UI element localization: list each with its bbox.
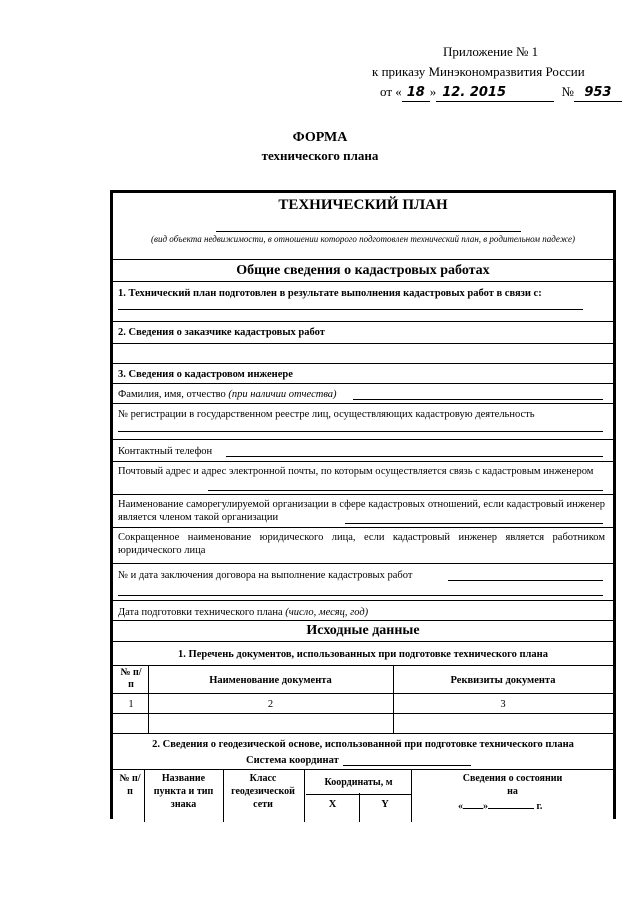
- general-item2-row: [113, 321, 613, 343]
- geo-col-state-2: на: [507, 786, 518, 797]
- address-row: [113, 461, 613, 494]
- fio-note: (при наличии отчества): [228, 389, 337, 400]
- general-item2-fill-row[interactable]: [113, 343, 613, 363]
- phone-label: Контактный телефон: [118, 446, 213, 457]
- fio-text: Фамилия, имя, отчество: [118, 389, 226, 400]
- state-month-blank[interactable]: [488, 808, 534, 809]
- general-heading-row: [113, 259, 613, 281]
- date-text: Дата подготовки технического плана: [118, 607, 283, 618]
- form-subtitle: технического плана: [261, 148, 379, 163]
- order-date-line: [380, 84, 622, 102]
- date-label: [118, 606, 368, 619]
- docs-col-name: Наименование документа: [209, 675, 332, 686]
- geo-col-name: Название пункта и тип знака: [153, 773, 214, 810]
- coord-system-line[interactable]: [343, 765, 471, 766]
- org-label: Сокращенное наименование юридического лица, если кадастровый инженер является работником юридического лица: [118, 532, 605, 556]
- plan-object-line[interactable]: [216, 231, 521, 232]
- fio-label: [118, 388, 337, 401]
- geo-col-state-3: [458, 800, 542, 813]
- order-month-year: 12. 2015: [436, 85, 554, 102]
- order-reference: к приказу Минэкономразвития России: [372, 64, 585, 79]
- order-day: 18: [402, 85, 430, 102]
- address-line[interactable]: [208, 490, 603, 491]
- geo-col-class: Класс геодезической сети: [231, 773, 295, 810]
- docs-index-row: [113, 693, 613, 713]
- state-day-blank[interactable]: [463, 808, 483, 809]
- plan-subtitle: (вид объекта недвижимости, в отношении которого подготовлен технический план, в родительном падеже): [151, 234, 575, 244]
- geo-divider-1: [144, 769, 145, 822]
- docs-divider-2: [393, 665, 394, 733]
- date-row: [113, 600, 613, 620]
- general-heading: Общие сведения о кадастровых работах: [236, 263, 490, 278]
- date-note: (число, месяц, год): [285, 607, 369, 618]
- geo-divider-3: [304, 769, 305, 822]
- general-item3-label: 3. Сведения о кадастровом инженере: [118, 369, 293, 380]
- geo-divider-2: [223, 769, 224, 822]
- sro-line[interactable]: [345, 523, 603, 524]
- general-item1-row: [113, 281, 613, 321]
- general-item1-label: 1. Технический план подготовлен в результате выполнения кадастровых работ в связи с:: [118, 288, 542, 299]
- date-prefix: от «: [380, 84, 402, 99]
- org-row: [113, 527, 613, 563]
- docs-title-row: [113, 641, 613, 665]
- docs-header-row: [113, 665, 613, 693]
- state-date-close: »: [483, 801, 488, 812]
- docs-index-3: 3: [500, 699, 506, 710]
- geo-title-row: [113, 733, 613, 769]
- sro-row: [113, 494, 613, 527]
- appendix-label: Приложение № 1: [443, 44, 539, 59]
- state-date-open: «: [458, 801, 463, 812]
- contract-row: [113, 563, 613, 600]
- technical-plan-form: [110, 190, 616, 819]
- geo-title: 2. Сведения о геодезической основе, использованной при подготовке технического плана: [152, 739, 574, 750]
- general-item2-label: 2. Сведения о заказчике кадастровых работ: [118, 327, 325, 338]
- reg-line[interactable]: [118, 431, 603, 432]
- sro-label: Наименование саморегулируемой организации в сфере кадастровых отношений, если кадастровый инженер является членом такой организации: [118, 499, 605, 523]
- docs-title: 1. Перечень документов, использованных при подготовке технического плана: [178, 649, 548, 660]
- fio-line[interactable]: [353, 399, 603, 400]
- fio-row: [113, 383, 613, 403]
- order-number: 953: [574, 85, 622, 102]
- docs-col-req: Реквизиты документа: [450, 675, 556, 686]
- reg-row: [113, 403, 613, 439]
- number-prefix: №: [561, 84, 574, 99]
- geo-divider-4: [359, 793, 360, 822]
- state-year-suffix: г.: [536, 801, 543, 812]
- geo-col-y: Y: [381, 799, 389, 810]
- docs-divider-1: [148, 665, 149, 733]
- geo-col-coords: Координаты, м: [324, 777, 393, 788]
- geo-col-state-1: Сведения о состоянии: [462, 773, 563, 784]
- geo-divider-5: [411, 769, 412, 822]
- general-item3-row: [113, 363, 613, 383]
- plan-title: ТЕХНИЧЕСКИЙ ПЛАН: [278, 197, 448, 213]
- contract-label: № и дата заключения договора на выполнение кадастровых работ: [118, 570, 413, 581]
- address-label: Почтовый адрес и адрес электронной почты, по которым осуществляется связь с кадастровым инженером: [118, 466, 594, 477]
- contract-line1[interactable]: [448, 580, 603, 581]
- phone-line[interactable]: [226, 456, 603, 457]
- docs-index-1: 1: [128, 699, 134, 710]
- coord-system-label: Система координат: [246, 755, 339, 766]
- phone-row: [113, 439, 613, 461]
- geo-col-num: № п/п: [119, 773, 141, 797]
- form-title: ФОРМА: [292, 130, 348, 145]
- docs-col-num: № п/п: [120, 667, 142, 690]
- geo-header-row: [113, 769, 613, 822]
- docs-empty-row[interactable]: [113, 713, 613, 733]
- geo-col-x: X: [328, 799, 337, 810]
- date-mid: »: [429, 84, 437, 99]
- source-heading-row: [113, 620, 613, 641]
- source-heading: Исходные данные: [306, 623, 420, 638]
- general-item1-line[interactable]: [118, 309, 583, 310]
- reg-label: № регистрации в государственном реестре лиц, осуществляющих кадастровую деятельность: [118, 409, 535, 420]
- docs-index-2: 2: [267, 699, 274, 710]
- contract-line2[interactable]: [118, 595, 603, 596]
